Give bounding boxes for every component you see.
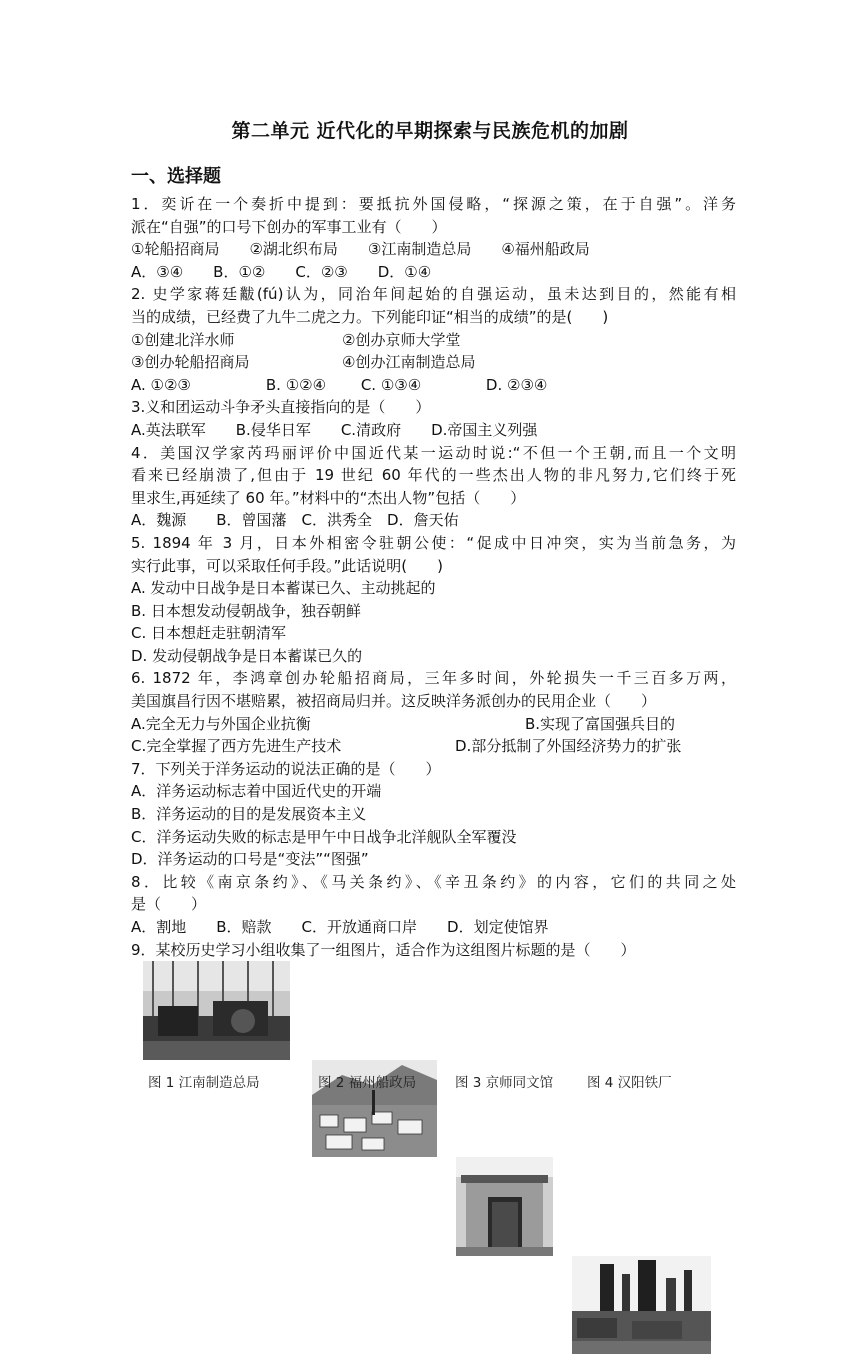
q1-options: ①轮船招商局 ②湖北织布局 ③江南制造总局 ④福州船政局: [131, 240, 590, 259]
q7-choice-a: A．洋务运动标志着中国近代史的开端: [131, 782, 382, 801]
q6-choice-b: B.实现了富国强兵目的: [525, 714, 676, 733]
figure-3-caption: 图 3 京师同文馆: [455, 1075, 554, 1091]
q6-choice-a: A.完全无力与外国企业抗衡: [131, 714, 311, 733]
q1-line-1: 1．奕䜣在一个奏折中提到：要抵抗外国侵略，“探源之策，在于自强”。洋务: [131, 195, 736, 213]
q4-line-3: 里求生,再延续了 60 年。”材料中的“杰出人物”包括（ ）: [131, 488, 526, 507]
q7-choice-d: D．洋务运动的口号是“变法”“图强”: [131, 850, 369, 869]
q5-line-1: 5. 1894 年 3 月，日本外相密令驻朝公使：“促成中日冲突，实为当前急务，为: [131, 533, 736, 552]
page-title: 第二单元 近代化的早期探索与民族危机的加剧: [231, 120, 629, 142]
q7-choice-b: B．洋务运动的目的是发展资本主义: [131, 805, 367, 824]
figure-2-caption: 图 2 福州船政局: [318, 1075, 417, 1091]
q2-line-2: 当的成绩，已经费了九牛二虎之力。下列能印证“相当的成绩”的是( ): [131, 307, 609, 326]
q3-choices: A.英法联军 B.侵华日军 C.清政府 D.帝国主义列强: [131, 420, 538, 439]
q6-choice-d: D.部分抵制了外国经济势力的扩张: [455, 737, 682, 756]
q9-stem: 9．某校历史学习小组收集了一组图片，适合作为这组图片标题的是（ ）: [131, 940, 636, 959]
question-body: [131, 193, 736, 961]
ironworks-photo: [572, 1256, 711, 1354]
q2-option-4: ④创办江南制造总局: [342, 353, 476, 372]
q5-choice-c: C. 日本想赶走驻朝清军: [131, 624, 287, 643]
q5-choice-a: A. 发动中日战争是日本蓄谋已久、主动挑起的: [131, 579, 436, 598]
q1-choices: A．③④ B．①② C．②③ D．①④: [131, 262, 432, 281]
q2-option-1: ①创建北洋水师: [131, 330, 235, 349]
q3-stem: 3.义和团运动斗争矛头直接指向的是（ ）: [131, 398, 431, 417]
q5-choice-b: B. 日本想发动侵朝战争，独吞朝鲜: [131, 601, 361, 620]
figure-4-image: [572, 1256, 711, 1354]
figure-1-caption: 图 1 江南制造总局: [148, 1075, 260, 1091]
factory-interior-photo: [143, 961, 290, 1060]
q1-line-2: 派在“自强”的口号下创办的军事工业有（ ）: [131, 217, 447, 236]
figure-4-caption: 图 4 汉阳铁厂: [587, 1075, 672, 1091]
q6-choices-row-2: [131, 735, 736, 758]
q4-line-2: 看来已经崩溃了,但由于 19 世纪 60 年代的一些杰出人物的非凡努力,它们终于死: [131, 466, 736, 485]
q6-line-1: 6. 1872 年，李鸿章创办轮船招商局，三年多时间，外轮损失一千三百多万两，: [131, 669, 736, 688]
section-heading: 一、选择题: [131, 166, 221, 187]
q8-line-2: 是（ ）: [131, 895, 207, 914]
q2-option-2: ②创办京师大学堂: [342, 330, 461, 349]
q2-choices: A. ①②③ B. ①②④ C. ①③④ D. ②③④: [131, 375, 548, 394]
gate-photo: [456, 1157, 553, 1256]
q7-stem: 7．下列关于洋务运动的说法正确的是（ ）: [131, 759, 441, 778]
q2-options-row-2: [131, 351, 736, 374]
figure-row: [140, 961, 720, 1101]
q7-choice-c: C．洋务运动失败的标志是甲午中日战争北洋舰队全军覆没: [131, 827, 517, 846]
q5-choice-d: D. 发动侵朝战争是日本蓄谋已久的: [131, 646, 363, 665]
q6-choice-c: C.完全掌握了西方先进生产技术: [131, 737, 342, 756]
q4-line-1: 4．美国汉学家芮玛丽评价中国近代某一运动时说:“不但一个王朝,而且一个文明: [131, 443, 736, 462]
q2-option-3: ③创办轮船招商局: [131, 353, 250, 372]
q8-choices: A．割地 B．赔款 C．开放通商口岸 D．划定使馆界: [131, 918, 549, 936]
q6-line-2: 美国旗昌行因不堪赔累，被招商局归并。这反映洋务派创办的民用企业（ ）: [131, 692, 657, 711]
q8-line-1: 8．比较《南京条约》、《马关条约》、《辛丑条约》的内容，它们的共同之处: [131, 872, 736, 891]
q6-choices-row-1: [131, 713, 736, 736]
figure-3-image: [456, 1157, 553, 1256]
q5-line-2: 实行此事，可以采取任何手段。”此话说明( ): [131, 556, 443, 575]
q2-options-row-1: [131, 329, 736, 352]
q2-line-1: 2. 史学家蒋廷黻(fú)认为，同治年间起始的自强运动，虽未达到目的，然能有相: [131, 285, 736, 304]
figure-1-image: [143, 961, 290, 1060]
q4-choices: A．魏源 B．曾国藩 C．洪秀全 D．詹天佑: [131, 511, 459, 530]
